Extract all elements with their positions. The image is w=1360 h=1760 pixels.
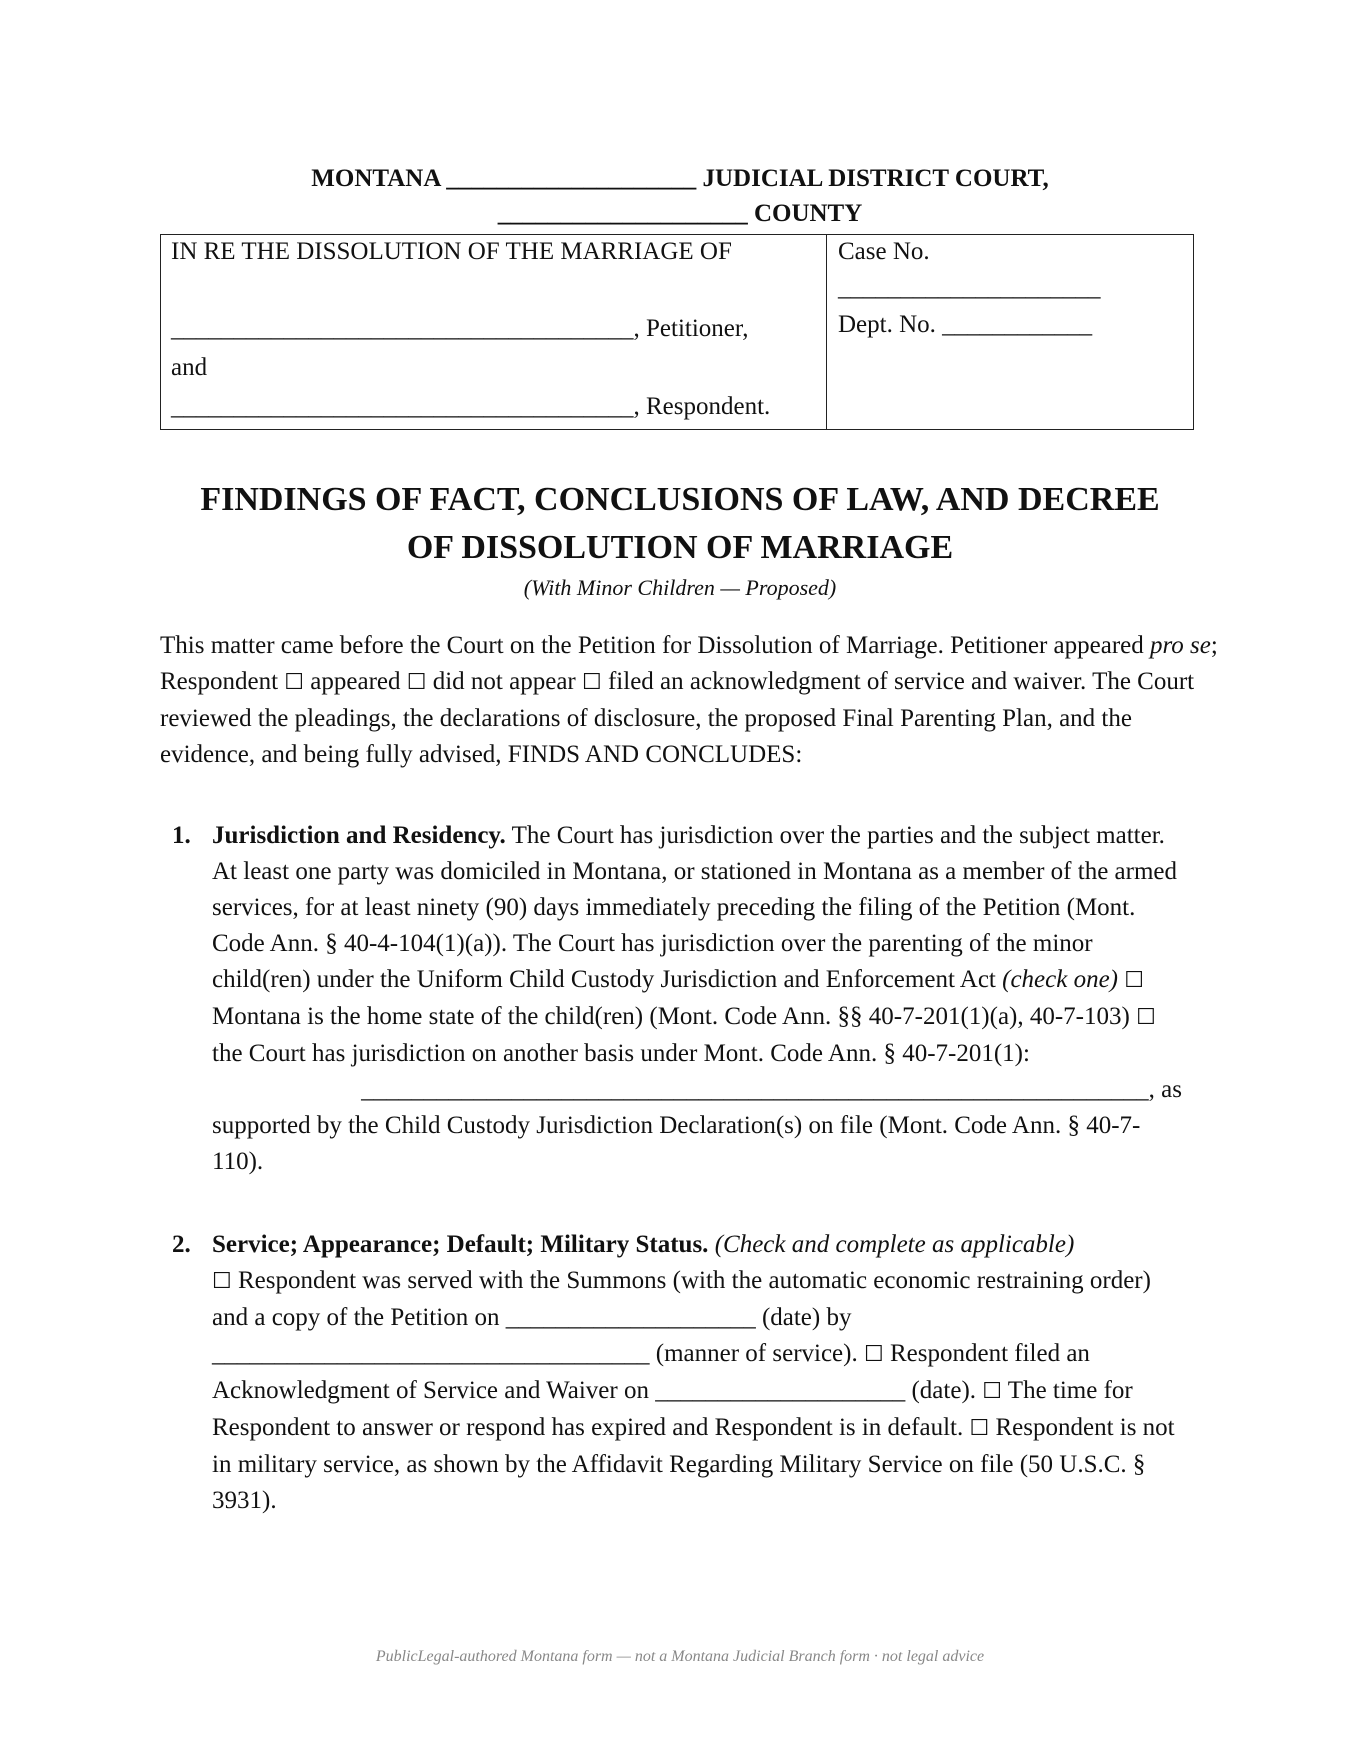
item-number: 2. — [172, 1231, 191, 1258]
case-caption-box — [160, 234, 1194, 430]
item-text: The Court has jurisdiction over the parties and the subject matter. At least one party was domiciled in Montana, or stationed in Montana as a member of the armed services, for at least ninety (90) days immediately preceding the filing of the Petition (Mont. Code Ann. § 40-4-104(1)(a)). The Court has jurisdiction over the parenting of the minor child(ren) under the Uniform Child Custody Jurisdiction and Enforcement Act — [212, 822, 1178, 993]
caption-case-info — [827, 235, 1193, 429]
court-header — [160, 161, 1200, 231]
caption-parties — [161, 235, 827, 429]
check-one-note: (check one) — [1002, 966, 1119, 993]
item-number: 1. — [172, 822, 191, 849]
item-text-continued: supported by the Child Custody Jurisdiction Declaration(s) on file (Mont. Code Ann. § 40-7-110). — [212, 1112, 1141, 1175]
item-body — [212, 818, 1190, 1180]
court-header-line-1 — [160, 161, 1200, 196]
respondent-field[interactable]: _____________________________________, Respondent. — [171, 393, 771, 420]
military-checkbox[interactable]: ☐ — [969, 1416, 990, 1441]
intro-paragraph — [160, 628, 1220, 773]
acknowledgment-filed-label: Respondent filed an Acknowledgment of Service and Waiver on ____________________ (date). — [212, 1340, 1090, 1404]
acknowledgment-label: filed an acknowledgment of service and waiver. The Court reviewed the pleadings, the declarations of disclosure, the proposed Final Parenting Plan, and the evidence, and being fully advised, FINDS AND CONCLUDES: — [160, 668, 1195, 768]
default-checkbox[interactable]: ☐ — [982, 1379, 1002, 1404]
item-heading: Jurisdiction and Residency. — [212, 822, 506, 849]
and-label: and — [171, 354, 208, 381]
acknowledgment-filed-checkbox[interactable]: ☐ — [863, 1342, 884, 1367]
finding-item-2 — [160, 1227, 1190, 1519]
acknowledgment-checkbox[interactable]: ☐ — [582, 670, 602, 695]
page-footer: PublicLegal-authored Montana form — not a Montana Judicial Branch form · not legal advice — [375, 1648, 985, 1665]
item-heading: Service; Appearance; Default; Military Status. — [212, 1231, 709, 1258]
item-body — [212, 1227, 1190, 1519]
intro-text-2: ; Respondent — [160, 632, 1218, 695]
case-no-field[interactable]: _____________________ — [838, 274, 1101, 301]
document-subtitle: (With Minor Children — Proposed) — [523, 575, 837, 600]
appeared-checkbox[interactable]: ☐ — [284, 670, 305, 695]
intro-text-1: This matter came before the Court on the Petition for Dissolution of Marriage. Petitioner appeared — [160, 632, 1150, 659]
home-state-checkbox[interactable]: ☐ — [1124, 968, 1144, 993]
in-re-label: IN RE THE DISSOLUTION OF THE MARRIAGE OF — [171, 238, 732, 265]
served-label: Respondent was served with the Summons (with the automatic economic restraining order) and a copy of the Petition on ____________________ (date) by — [212, 1267, 1151, 1331]
other-basis-checkbox[interactable]: ☐ — [1136, 1005, 1156, 1030]
other-basis-label: the Court has jurisdiction on another basis under Mont. Code Ann. § 40-7-201(1): — [212, 1040, 1030, 1067]
did-not-appear-label: did not appear — [426, 668, 582, 695]
state-name: MONTANA — [311, 165, 440, 192]
title-line-2: OF DISSOLUTION OF MARRIAGE — [406, 529, 954, 566]
appeared-label: appeared — [304, 668, 407, 695]
home-state-label: Montana is the home state of the child(ren) (Mont. Code Ann. §§ 40-7-201(1)(a), 40-7-103) — [212, 1003, 1137, 1030]
manner-of-service-field[interactable]: ___________________________________ (manner of service). — [212, 1340, 864, 1367]
petitioner-field[interactable]: _____________________________________, Petitioner, — [171, 315, 749, 342]
court-header-line-2 — [160, 196, 1200, 231]
jurisdiction-basis-field[interactable]: _______________________________________________________________, as — [361, 1076, 1182, 1103]
district-blank[interactable]: ____________________ — [446, 165, 697, 192]
default-label: The time for Respondent to answer or respond has expired and Respondent is in default. — [212, 1377, 1133, 1441]
military-label: Respondent is not in military service, as shown by the Affidavit Regarding Military Service on file (50 U.S.C. § 3931). — [212, 1414, 1175, 1514]
dept-no-field[interactable]: Dept. No. ____________ — [838, 311, 1093, 338]
did-not-appear-checkbox[interactable]: ☐ — [406, 670, 427, 695]
document-title — [140, 476, 1220, 572]
county-blank[interactable]: ____________________ — [497, 200, 748, 227]
case-no-label: Case No. — [838, 238, 930, 265]
finding-item-1 — [160, 818, 1190, 1180]
check-note: (Check and complete as applicable) — [708, 1231, 1075, 1258]
pro-se-text: pro se — [1150, 632, 1211, 659]
served-checkbox[interactable]: ☐ — [212, 1269, 232, 1294]
title-line-1: FINDINGS OF FACT, CONCLUSIONS OF LAW, AND DECREE — [200, 481, 1160, 518]
court-name: JUDICIAL DISTRICT COURT, — [702, 165, 1049, 192]
county-label: COUNTY — [753, 200, 863, 227]
